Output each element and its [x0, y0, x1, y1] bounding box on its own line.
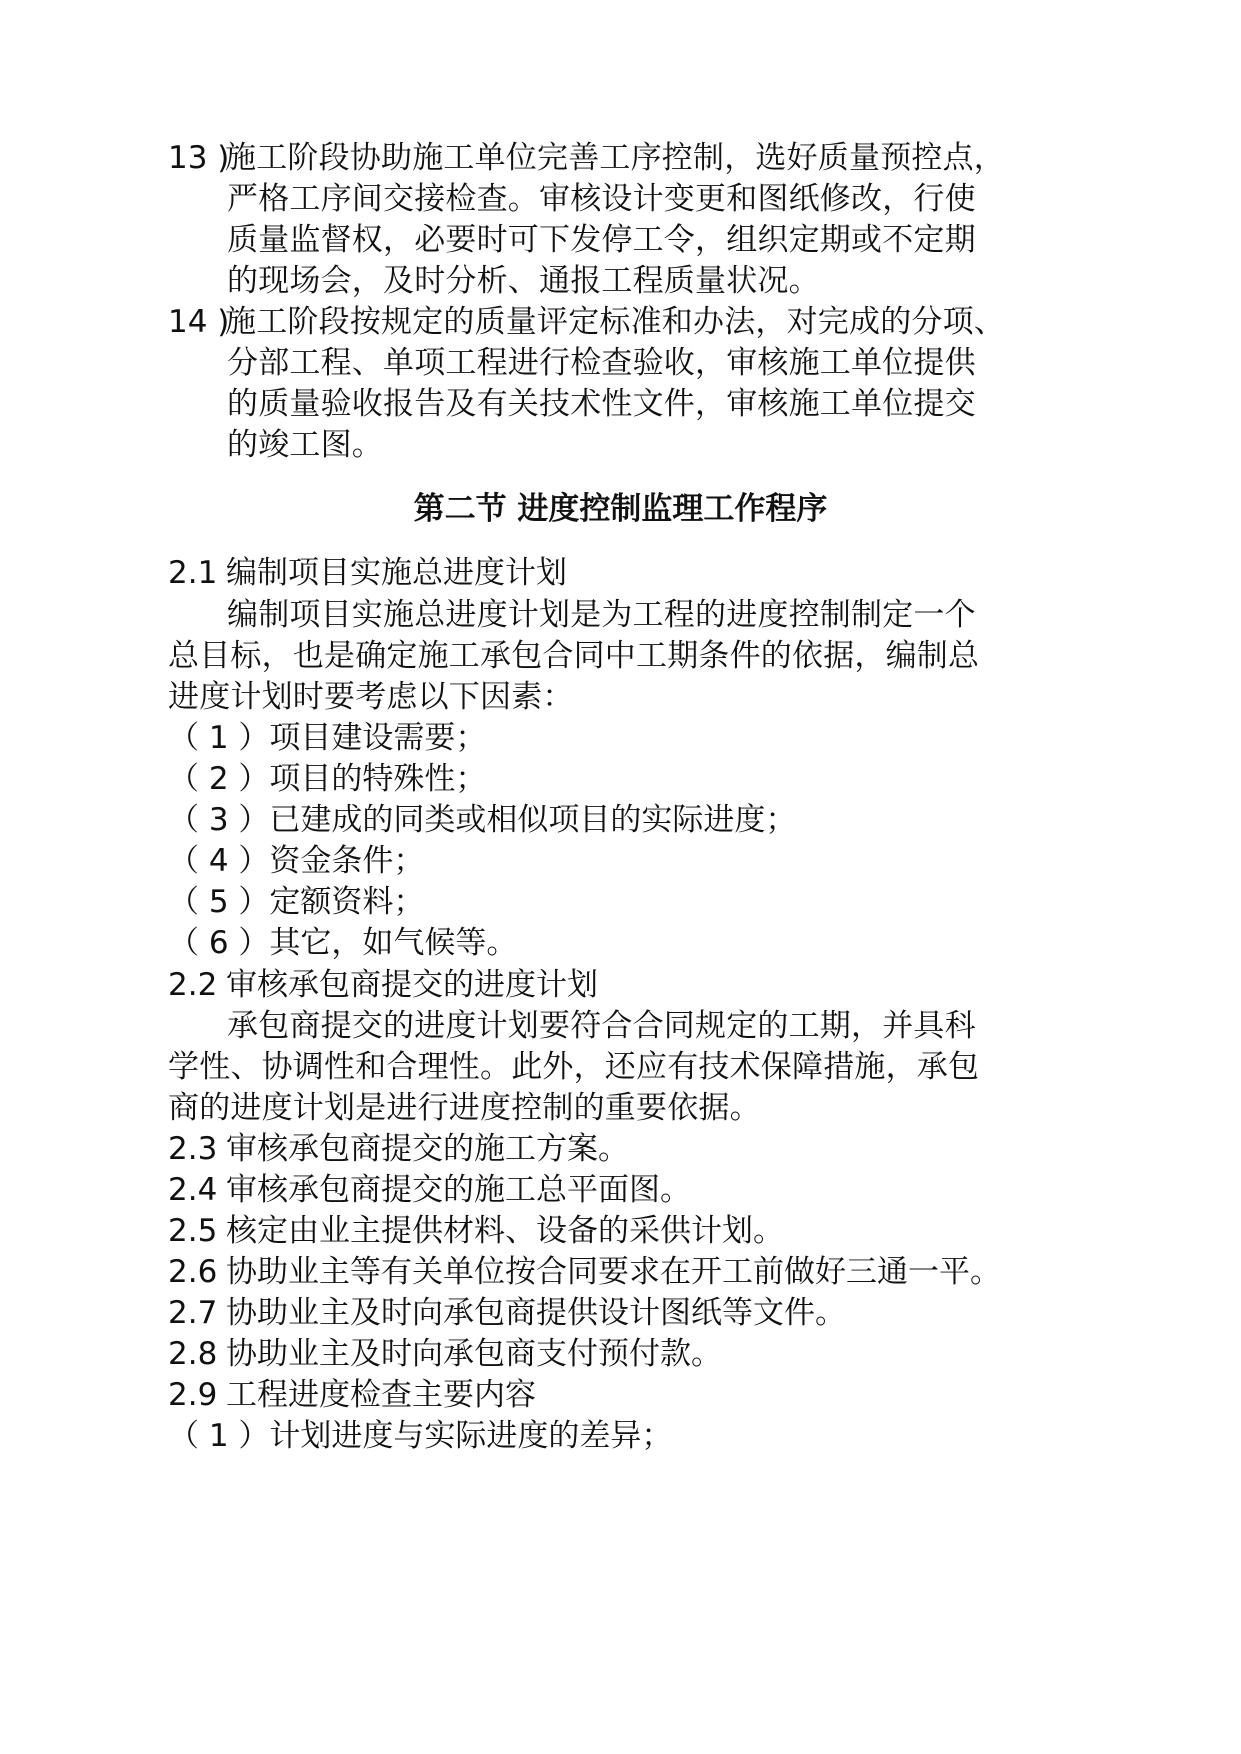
item-text-line: 施工阶段按规定的质量评定标准和办法，对完成的分项、 [225, 304, 1005, 340]
subsection-number: 2.2 [168, 967, 218, 1003]
item-text-line: 严格工序间交接检查。审核设计变更和图纸修改，行使 [227, 181, 976, 217]
item-text-line: 分部工程、单项工程进行检查验收，审核施工单位提供 [227, 345, 976, 381]
item-text: 审核承包商提交的施工方案。 [226, 1131, 629, 1167]
item-text: 审核承包商提交的施工总平面图。 [226, 1172, 691, 1208]
item-number: 2.8 [168, 1336, 218, 1372]
factor-text: （ 2 ）项目的特殊性； [168, 761, 487, 797]
section-heading: 第二节 进度控制监理工作程序 [413, 491, 828, 527]
item-number: 2.7 [168, 1295, 218, 1331]
factor-text: （ 5 ）定额资料； [168, 884, 425, 920]
item-text: 协助业主及时向承包商支付预付款。 [226, 1336, 722, 1372]
item-text-line: 质量监督权，必要时可下发停工令，组织定期或不定期 [227, 222, 976, 258]
item-text-line: 的质量验收报告及有关技术性文件，审核施工单位提交 [227, 386, 976, 422]
factor-text: （ 3 ）已建成的同类或相似项目的实际进度； [168, 802, 797, 838]
factor-text: （ 6 ）其它，如气候等。 [168, 925, 518, 961]
item-text: 协助业主等有关单位按合同要求在开工前做好三通一平。 [226, 1254, 1001, 1290]
item-text-line: 施工阶段协助施工单位完善工序控制，选好质量预控点， [225, 140, 1005, 176]
item-number: 2.6 [168, 1254, 218, 1290]
item-text: 工程进度检查主要内容 [226, 1377, 536, 1413]
item-text-line: 的现场会，及时分析、通报工程质量状况。 [227, 263, 820, 299]
item-number: 13 ) [168, 140, 230, 176]
subsection-title: 编制项目实施总进度计划 [226, 555, 567, 591]
item-number: 14 ) [168, 304, 230, 340]
subsection-title: 审核承包商提交的进度计划 [226, 967, 598, 1003]
item-number: 2.3 [168, 1131, 218, 1167]
item-text-line: 的竣工图。 [227, 427, 383, 463]
item-number: 2.9 [168, 1377, 218, 1413]
factor-text: （ 1 ）计划进度与实际进度的差异； [168, 1418, 673, 1454]
paragraph-text: 学性、协调性和合理性。此外，还应有技术保障措施，承包 [168, 1049, 980, 1085]
factor-text: （ 4 ）资金条件； [168, 843, 425, 879]
item-text: 协助业主及时向承包商提供设计图纸等文件。 [226, 1295, 846, 1331]
item-number: 2.4 [168, 1172, 218, 1208]
paragraph-text: 承包商提交的进度计划要符合合同规定的工期，并具科 [227, 1008, 976, 1044]
factor-text: （ 1 ）项目建设需要； [168, 720, 487, 756]
item-text: 核定由业主提供材料、设备的采供计划。 [226, 1213, 784, 1249]
paragraph-text: 总目标，也是确定施工承包合同中工期条件的依据，编制总 [168, 638, 980, 674]
paragraph-text: 编制项目实施总进度计划是为工程的进度控制制定一个 [227, 597, 976, 633]
item-number: 2.5 [168, 1213, 218, 1249]
paragraph-text: 商的进度计划是进行进度控制的重要依据。 [168, 1090, 761, 1126]
paragraph-text: 进度计划时要考虑以下因素： [168, 679, 574, 715]
subsection-number: 2.1 [168, 555, 218, 591]
